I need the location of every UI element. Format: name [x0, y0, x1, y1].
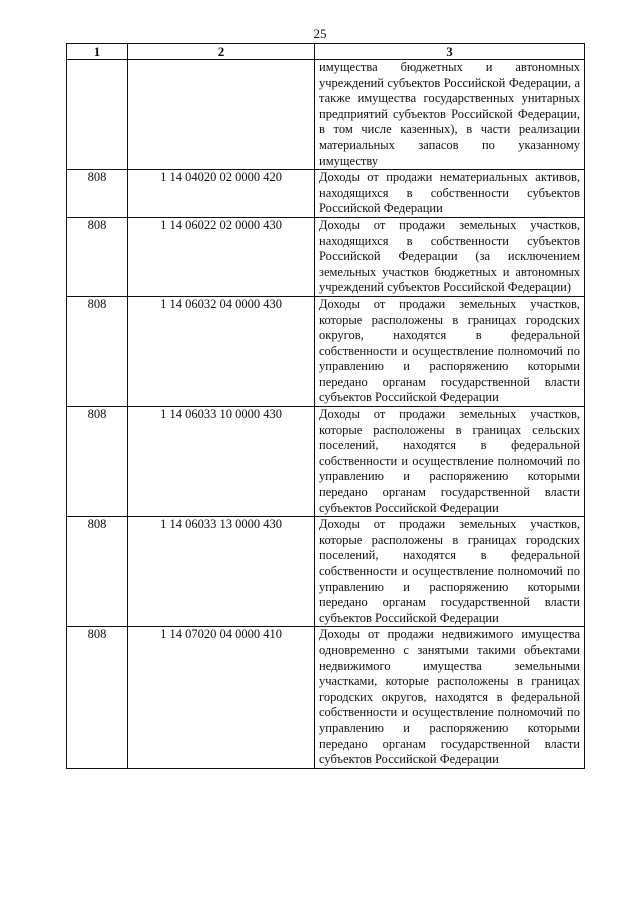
- table-row: [67, 170, 585, 218]
- table-header-row: [67, 44, 585, 60]
- description-cell: имущества бюджетных и автономных учреждений субъектов Российской Федерации, а также имущества государственных унитарных предприятий субъектов Российской Федерации, в том числе казенных), в части реализации материальных запасов по указанному имуществу: [315, 60, 585, 170]
- description-cell: Доходы от продажи земельных участков, которые расположены в границах городских округов, находятся в федеральной собственности и осуществление полномочий по управлению и распоряжению которыми передано органам государственной власти субъектов Российской Федерации: [315, 296, 585, 406]
- table-row: [67, 217, 585, 296]
- admin-code-cell: 808: [67, 296, 128, 406]
- admin-code-cell: [67, 60, 128, 170]
- column-header-2: 2: [128, 44, 315, 60]
- revenue-codes-table: [66, 43, 585, 769]
- table-row: [67, 60, 585, 170]
- table-row: [67, 517, 585, 627]
- table-row: [67, 296, 585, 406]
- description-cell: Доходы от продажи земельных участков, находящихся в собственности субъектов Российской Федерации (за исключением земельных участков бюджетных и автономных учреждений субъектов Российской Федерации): [315, 217, 585, 296]
- admin-code-cell: 808: [67, 217, 128, 296]
- budget-code-cell: [128, 60, 315, 170]
- description-cell: Доходы от продажи земельных участков, которые расположены в границах сельских поселений, находятся в федеральной собственности и осуществление полномочий по управлению и распоряжению которыми передано органам государственной власти субъектов Российской Федерации: [315, 407, 585, 517]
- description-cell: Доходы от продажи земельных участков, которые расположены в границах городских поселений, находятся в федеральной собственности и осуществление полномочий по управлению и распоряжению которыми передано органам государственной власти субъектов Российской Федерации: [315, 517, 585, 627]
- description-cell: Доходы от продажи недвижимого имущества одновременно с занятыми такими объектами недвижимого имущества земельными участками, которые расположены в границах городских округов, находятся в федеральной собственности и осуществление полномочий по управлению и распоряжению которыми передано органам государственной власти субъектов Российской Федерации: [315, 627, 585, 768]
- column-header-1: 1: [67, 44, 128, 60]
- budget-code-cell: 1 14 06022 02 0000 430: [128, 217, 315, 296]
- admin-code-cell: 808: [67, 170, 128, 218]
- admin-code-cell: 808: [67, 627, 128, 768]
- budget-code-cell: 1 14 06033 13 0000 430: [128, 517, 315, 627]
- table-row: [67, 407, 585, 517]
- admin-code-cell: 808: [67, 407, 128, 517]
- budget-code-cell: 1 14 04020 02 0000 420: [128, 170, 315, 218]
- budget-code-cell: 1 14 06032 04 0000 430: [128, 296, 315, 406]
- description-cell: Доходы от продажи нематериальных активов, находящихся в собственности субъектов Российской Федерации: [315, 170, 585, 218]
- budget-code-cell: 1 14 06033 10 0000 430: [128, 407, 315, 517]
- page-number: 25: [313, 26, 327, 41]
- column-header-3: 3: [315, 44, 585, 60]
- admin-code-cell: 808: [67, 517, 128, 627]
- budget-code-cell: 1 14 07020 04 0000 410: [128, 627, 315, 768]
- table-row: [67, 627, 585, 768]
